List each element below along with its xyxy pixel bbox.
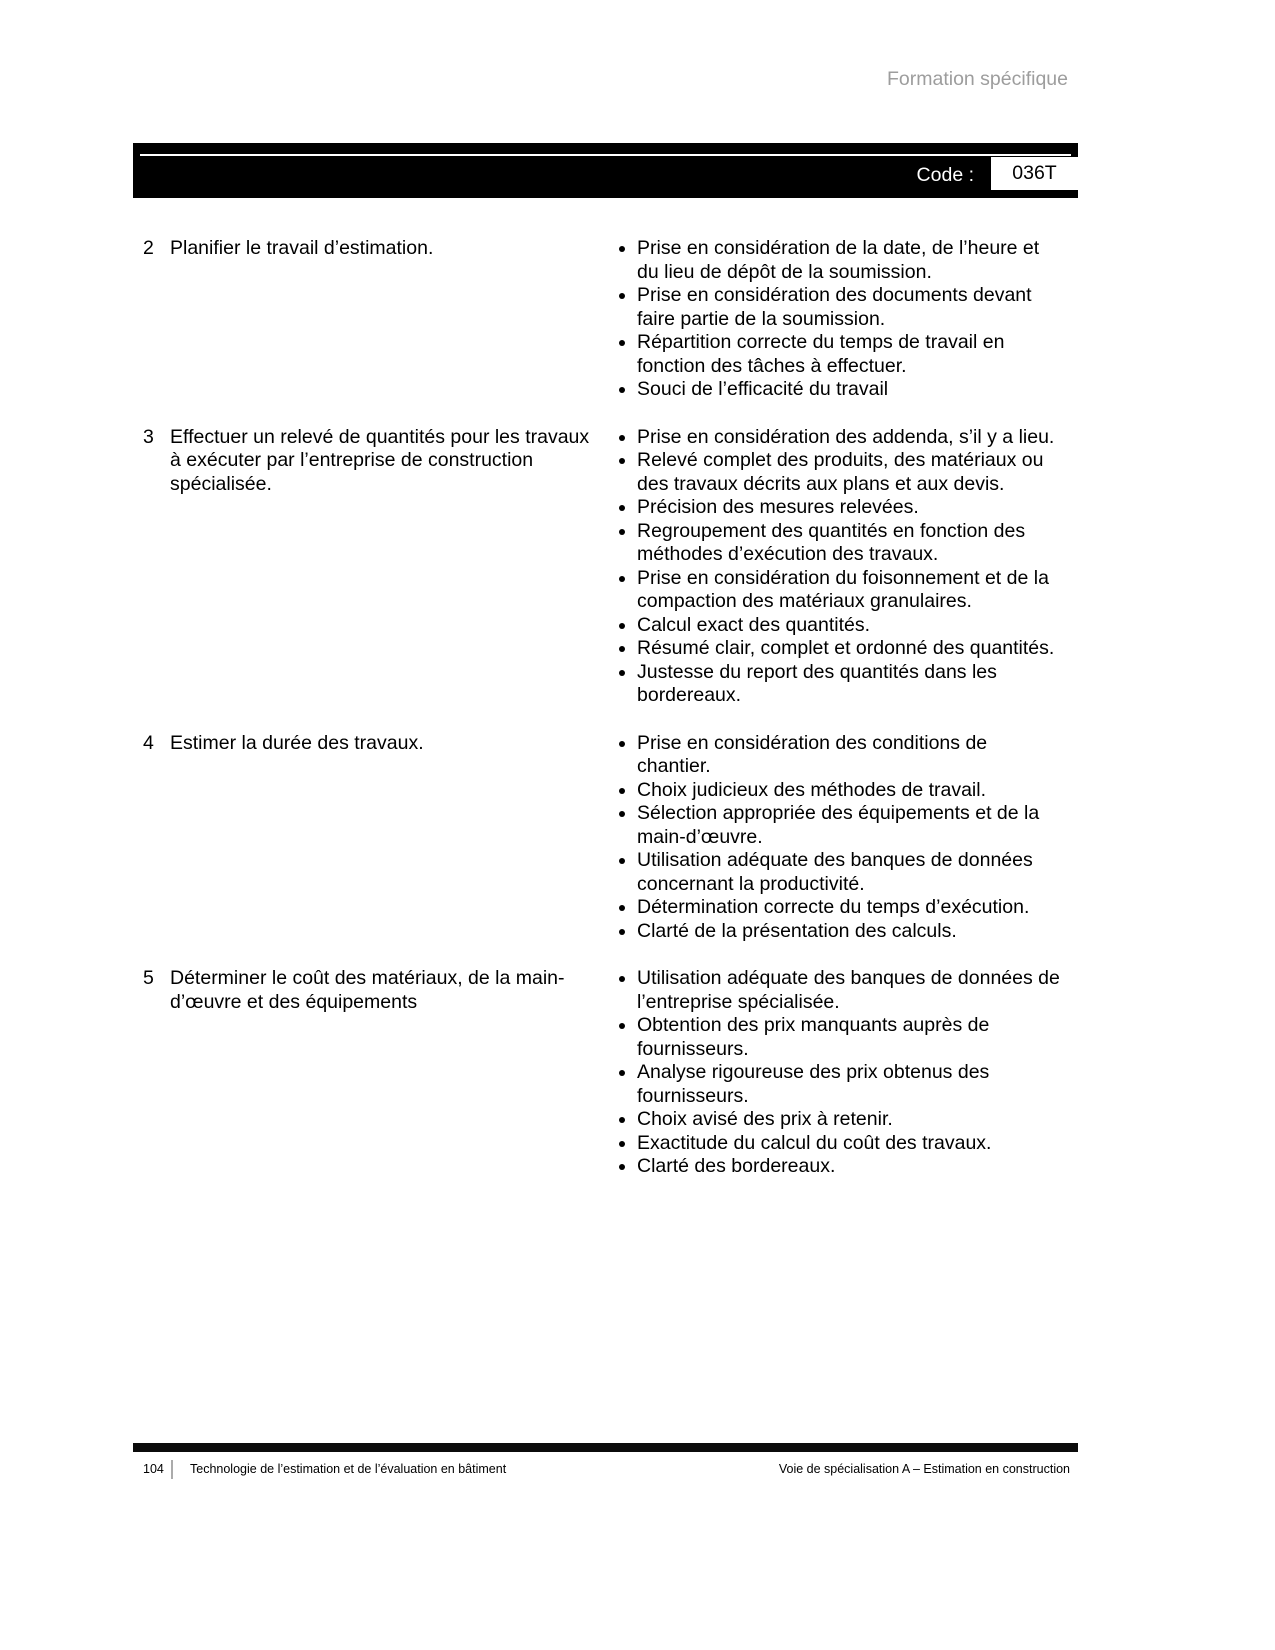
competency-cell xyxy=(133,426,595,497)
page-number: 104 xyxy=(143,1462,164,1476)
criteria-item: • Précision des mesures relevées. xyxy=(637,496,1063,520)
criteria-item: • Choix avisé des prix à retenir. xyxy=(637,1108,1063,1132)
footer-document-title: Technologie de l’estimation et de l’évaluation en bâtiment xyxy=(190,1462,507,1476)
criteria-item: • Calcul exact des quantités. xyxy=(637,614,1063,638)
criteria-item: • Souci de l’efficacité du travail xyxy=(637,378,1063,402)
criteria-cell xyxy=(620,237,1063,402)
item-number: 5 xyxy=(143,967,154,989)
item-title: Déterminer le coût des matériaux, de la main-d’œuvre et des équipements xyxy=(170,967,565,1013)
criteria-item: • Résumé clair, complet et ordonné des quantités. xyxy=(637,637,1063,661)
criteria-item: • Clarté des bordereaux. xyxy=(637,1155,1063,1179)
criteria-item: • Prise en considération de la date, de l’heure et du lieu de dépôt de la soumission. xyxy=(637,237,1063,284)
code-header-bar xyxy=(133,143,1078,198)
criteria-item: • Répartition correcte du temps de travail en fonction des tâches à effectuer. xyxy=(637,331,1063,378)
item-number: 4 xyxy=(143,731,154,754)
criteria-list xyxy=(620,237,1063,402)
criteria-item: • Regroupement des quantités en fonction des méthodes d’exécution des travaux. xyxy=(637,520,1063,567)
running-header: Formation spécifique xyxy=(886,68,1068,90)
criteria-item: • Exactitude du calcul du coût des travaux. xyxy=(637,1132,1063,1156)
item-title: Estimer la durée des travaux. xyxy=(170,731,424,754)
criteria-item: • Prise en considération des conditions de chantier. xyxy=(637,732,1063,779)
item-number: 3 xyxy=(143,425,154,448)
footer-rule xyxy=(133,1443,1078,1452)
criteria-list xyxy=(620,967,1063,1179)
criteria-item: • Clarté de la présentation des calculs. xyxy=(637,920,1063,944)
code-label: Code : xyxy=(916,164,974,186)
competency-cell xyxy=(133,732,595,756)
criteria-item: • Sélection appropriée des équipements et de la main-d’œuvre. xyxy=(637,802,1063,849)
criteria-item: • Utilisation adéquate des banques de données de l’entreprise spécialisée. xyxy=(637,967,1063,1014)
competency-row xyxy=(133,426,1078,708)
criteria-item: • Prise en considération des documents devant faire partie de la soumission. xyxy=(637,284,1063,331)
code-value: 036T xyxy=(1012,162,1057,184)
criteria-list xyxy=(620,426,1063,708)
criteria-item: • Choix judicieux des méthodes de travail. xyxy=(637,779,1063,803)
competency-cell xyxy=(133,967,595,1014)
criteria-item: • Prise en considération des addenda, s’il y a lieu. xyxy=(637,426,1063,450)
code-bar-rule xyxy=(140,154,1071,156)
item-number: 2 xyxy=(143,237,154,259)
criteria-cell xyxy=(620,967,1063,1179)
criteria-item: • Relevé complet des produits, des matériaux ou des travaux décrits aux plans et aux devis. xyxy=(637,449,1063,496)
criteria-cell xyxy=(620,426,1063,708)
criteria-item: • Détermination correcte du temps d’exécution. xyxy=(637,896,1063,920)
competency-row xyxy=(133,732,1078,944)
criteria-item: • Analyse rigoureuse des prix obtenus des fournisseurs. xyxy=(637,1061,1063,1108)
competency-row xyxy=(133,967,1078,1179)
footer-divider xyxy=(171,1460,173,1479)
code-value-box xyxy=(991,157,1078,190)
criteria-item: • Utilisation adéquate des banques de données concernant la productivité. xyxy=(637,849,1063,896)
competency-row xyxy=(133,237,1078,402)
item-title: Effectuer un relevé de quantités pour les travaux à exécuter par l’entreprise de construction spécialisée. xyxy=(170,425,590,495)
footer xyxy=(133,1458,1078,1480)
footer-section-title: Voie de spécialisation A – Estimation en construction xyxy=(778,1462,1070,1476)
criteria-cell xyxy=(620,732,1063,944)
criteria-item: • Prise en considération du foisonnement et de la compaction des matériaux granulaires. xyxy=(637,567,1063,614)
item-title: Planifier le travail d’estimation. xyxy=(170,237,434,259)
competency-cell xyxy=(133,237,595,261)
criteria-item: • Justesse du report des quantités dans les bordereaux. xyxy=(637,661,1063,708)
criteria-item: • Obtention des prix manquants auprès de fournisseurs. xyxy=(637,1014,1063,1061)
competency-table xyxy=(133,237,1078,1203)
criteria-list xyxy=(620,732,1063,944)
